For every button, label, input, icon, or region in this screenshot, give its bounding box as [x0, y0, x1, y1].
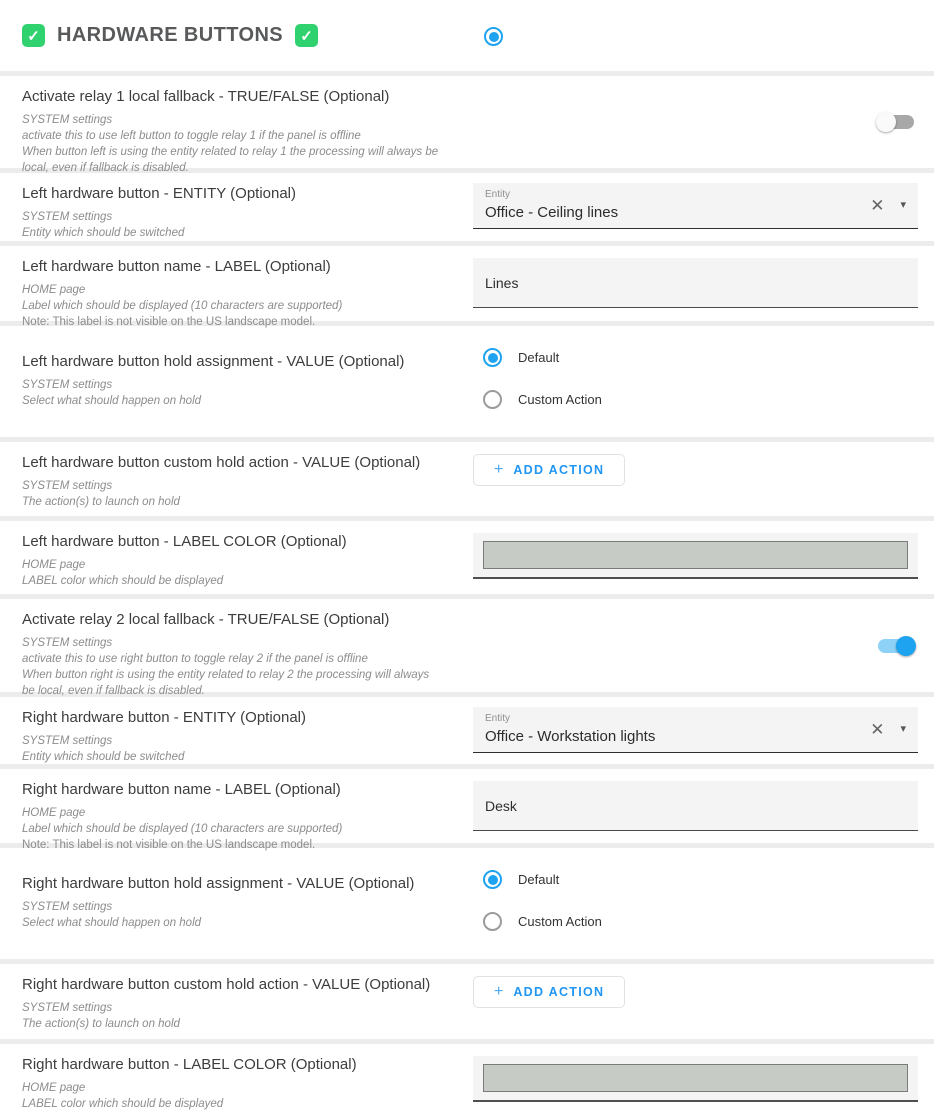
section-header: [0, 0, 934, 71]
row-right-button-entity: [0, 697, 934, 764]
setting-title: Activate relay 1 local fallback - TRUE/FALSE (Optional): [22, 88, 390, 105]
setting-title: Activate relay 2 local fallback - TRUE/FALSE (Optional): [22, 611, 390, 628]
row-left-custom-hold-action: [0, 442, 934, 516]
radio-icon: [483, 870, 502, 889]
setting-title: Right hardware button custom hold action - VALUE (Optional): [22, 976, 431, 993]
radio-option-custom-action[interactable]: [483, 912, 918, 931]
right-hold-radio-group: [473, 848, 918, 931]
setting-scope: SYSTEM settings: [22, 1002, 113, 1014]
add-action-button[interactable]: [473, 454, 625, 486]
radio-option-label: Custom Action: [518, 914, 602, 929]
row-activate-relay-1-fallback: [0, 76, 934, 174]
radio-option-default[interactable]: [483, 348, 918, 367]
color-swatch: [483, 541, 908, 569]
plus-icon: +: [494, 461, 504, 478]
left-label-color-picker[interactable]: [473, 533, 918, 579]
setting-scope: SYSTEM settings: [22, 637, 113, 649]
radio-icon: [483, 390, 502, 409]
radio-dot-icon: [488, 875, 498, 885]
add-action-label: ADD ACTION: [513, 985, 605, 999]
setting-scope: SYSTEM settings: [22, 211, 113, 223]
setting-description: The action(s) to launch on hold: [22, 495, 180, 508]
relay-1-fallback-toggle[interactable]: [878, 115, 914, 129]
chevron-down-icon[interactable]: ▾: [900, 199, 906, 211]
row-left-button-entity: [0, 173, 934, 241]
setting-note: Note: This label is not visible on the US landscape model.: [22, 315, 316, 328]
radio-option-custom-action[interactable]: [483, 390, 918, 409]
row-right-custom-hold-action: [0, 964, 934, 1039]
row-left-button-name: [0, 246, 934, 328]
radio-dot-icon: [488, 917, 498, 927]
setting-scope: HOME page: [22, 1082, 86, 1094]
radio-option-label: Default: [518, 872, 560, 887]
row-activate-relay-2-fallback: [0, 599, 934, 697]
radio-icon: [483, 912, 502, 931]
setting-scope: SYSTEM settings: [22, 480, 113, 492]
radio-dot-icon: [488, 353, 498, 363]
setting-scope: HOME page: [22, 807, 86, 819]
setting-description: Select what should happen on hold: [22, 917, 202, 929]
add-action-label: ADD ACTION: [513, 463, 605, 477]
setting-title: Left hardware button - LABEL COLOR (Optional): [22, 533, 347, 550]
row-left-hold-assignment: [0, 326, 934, 437]
entity-field-label: Entity: [485, 713, 511, 724]
setting-description: LABEL color which should be displayed: [22, 1097, 224, 1110]
radio-icon: [483, 348, 502, 367]
check-icon: ✓: [22, 24, 45, 47]
setting-title: Right hardware button hold assignment - VALUE (Optional): [22, 875, 415, 893]
setting-scope: HOME page: [22, 559, 86, 571]
setting-title: Left hardware button custom hold action - VALUE (Optional): [22, 454, 421, 471]
setting-title: Right hardware button name - LABEL (Optional): [22, 781, 341, 798]
radio-dot-icon: [488, 395, 498, 405]
check-icon: ✓: [295, 24, 318, 47]
clear-icon[interactable]: ✕: [870, 196, 885, 215]
entity-selected-value: Office - Workstation lights: [485, 727, 656, 745]
row-left-label-color: [0, 521, 934, 594]
radio-option-label: Custom Action: [518, 392, 602, 407]
radio-dot-icon: [489, 32, 499, 42]
setting-title: Left hardware button name - LABEL (Optional): [22, 258, 331, 275]
setting-scope: SYSTEM settings: [22, 114, 113, 126]
setting-scope: HOME page: [22, 284, 86, 296]
setting-description: activate this to use right button to toggle relay 2 if the panel is offline: [22, 652, 368, 665]
setting-description: activate this to use left button to toggle relay 1 if the panel is offline: [22, 129, 361, 142]
setting-title: Left hardware button - ENTITY (Optional): [22, 185, 297, 202]
header-radio[interactable]: [484, 27, 503, 46]
add-action-button[interactable]: [473, 976, 625, 1008]
toggle-knob: [876, 112, 896, 132]
color-swatch: [483, 1064, 908, 1092]
setting-description: When button right is using the entity related to relay 2 the processing will always be local, even if fallback is disabled.: [22, 668, 430, 697]
radio-option-default[interactable]: [483, 870, 918, 889]
plus-icon: +: [494, 983, 504, 1000]
right-label-input[interactable]: [473, 781, 918, 831]
setting-description: Label which should be displayed (10 characters are supported): [22, 299, 343, 312]
setting-description: LABEL color which should be displayed: [22, 574, 224, 587]
setting-description: When button left is using the entity related to relay 1 the processing will always be local, even if fallback is disabled.: [22, 145, 439, 174]
right-label-color-picker[interactable]: [473, 1056, 918, 1102]
setting-description: Label which should be displayed (10 characters are supported): [22, 822, 343, 835]
row-right-hold-assignment: [0, 848, 934, 959]
setting-description: Entity which should be switched: [22, 750, 185, 763]
setting-scope: SYSTEM settings: [22, 901, 113, 914]
row-right-label-color: [0, 1044, 934, 1116]
left-entity-select[interactable]: [473, 183, 918, 229]
entity-field-label: Entity: [485, 189, 511, 200]
setting-description: The action(s) to launch on hold: [22, 1017, 180, 1030]
setting-title: Right hardware button - LABEL COLOR (Optional): [22, 1056, 357, 1073]
page-title: HARDWARE BUTTONS: [57, 24, 284, 46]
setting-description: Select what should happen on hold: [22, 395, 202, 407]
setting-title: Left hardware button hold assignment - VALUE (Optional): [22, 353, 405, 371]
toggle-knob: [896, 636, 916, 656]
entity-selected-value: Office - Ceiling lines: [485, 203, 619, 221]
radio-option-label: Default: [518, 350, 560, 365]
setting-scope: SYSTEM settings: [22, 735, 113, 747]
relay-2-fallback-toggle[interactable]: [878, 639, 914, 653]
right-entity-select[interactable]: [473, 707, 918, 753]
clear-icon[interactable]: ✕: [870, 720, 885, 739]
setting-note: Note: This label is not visible on the US landscape model.: [22, 838, 316, 851]
left-hold-radio-group: [473, 326, 918, 409]
setting-title: Right hardware button - ENTITY (Optional): [22, 709, 307, 726]
setting-description: Entity which should be switched: [22, 226, 185, 239]
row-right-button-name: [0, 769, 934, 851]
left-label-input[interactable]: [473, 258, 918, 308]
chevron-down-icon[interactable]: ▾: [900, 723, 906, 735]
setting-scope: SYSTEM settings: [22, 379, 113, 392]
